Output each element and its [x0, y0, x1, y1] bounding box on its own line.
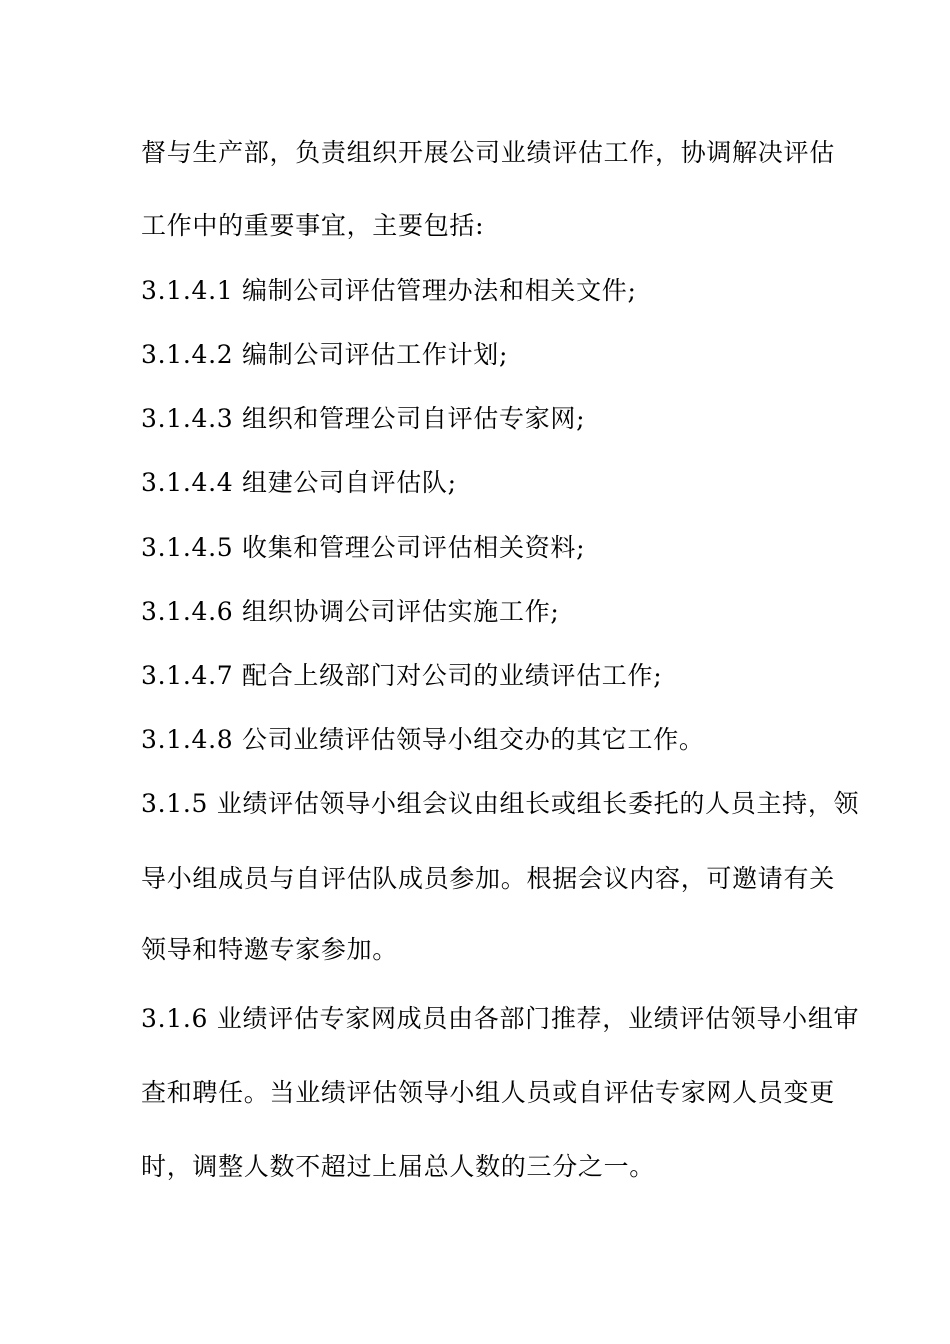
text-line: 3.1.5 业绩评估领导小组会议由组长或组长委托的人员主持，领: [141, 789, 860, 818]
text-line: 查和聘任。当业绩评估领导小组人员或自评估专家网人员变更: [141, 1078, 835, 1107]
text-line: 工作中的重要事宜，主要包括:: [141, 211, 485, 240]
text-line: 3.1.4.4 组建公司自评估队;: [141, 468, 457, 497]
text-line: 3.1.4.5 收集和管理公司评估相关资料;: [141, 533, 586, 562]
text-line: 3.1.4.8 公司业绩评估领导小组交办的其它工作。: [141, 725, 705, 754]
text-line: 3.1.4.6 组织协调公司评估实施工作;: [141, 597, 560, 626]
text-line: 3.1.4.1 编制公司评估管理办法和相关文件;: [141, 276, 637, 305]
text-line: 3.1.4.7 配合上级部门对公司的业绩评估工作;: [141, 661, 663, 690]
text-line: 督与生产部，负责组织开展公司业绩评估工作，协调解决评估: [141, 138, 835, 167]
text-line: 导小组成员与自评估队成员参加。根据会议内容，可邀请有关: [141, 864, 835, 893]
text-line: 3.1.4.3 组织和管理公司自评估专家网;: [141, 404, 586, 433]
text-line: 领导和特邀专家参加。: [141, 935, 399, 964]
text-line: 3.1.4.2 编制公司评估工作计划;: [141, 340, 509, 369]
text-line: 3.1.6 业绩评估专家网成员由各部门推荐，业绩评估领导小组审: [141, 1004, 860, 1033]
text-line: 时，调整人数不超过上届总人数的三分之一。: [141, 1152, 656, 1181]
